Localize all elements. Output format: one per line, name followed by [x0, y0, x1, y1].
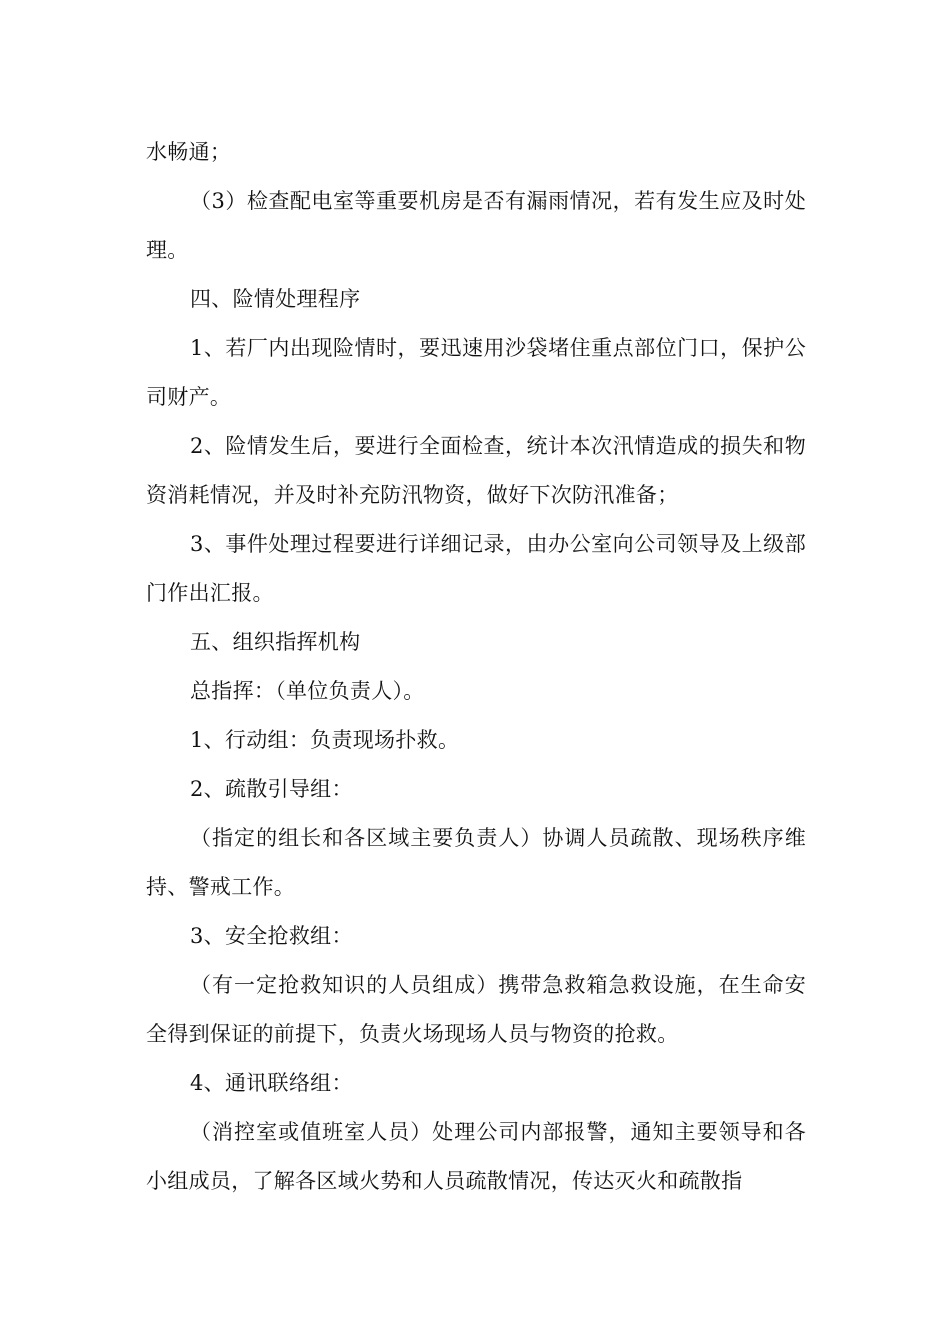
section-heading-4: 四、险情处理程序: [190, 287, 361, 311]
paragraph-item-3: （3）检查配电室等重要机房是否有漏雨情况，若有发生应及时处理。: [146, 189, 806, 262]
paragraph-commander: 总指挥：（单位负责人）。: [190, 679, 425, 703]
paragraph-evacuation-group: 2、疏散引导组：: [190, 777, 353, 801]
paragraph-rescue-duty: （有一定抢救知识的人员组成）携带急救箱急救设施，在生命安全得到保证的前提下，负责火场现场人员与物资的抢救。: [146, 973, 806, 1046]
paragraph-evacuation-duty: （指定的组长和各区域主要负责人）协调人员疏散、现场秩序维持、警戒工作。: [146, 826, 806, 899]
paragraph-step-2: 2、险情发生后，要进行全面检查，统计本次汛情造成的损失和物资消耗情况，并及时补充防汛物资，做好下次防汛准备；: [146, 434, 806, 507]
paragraph-action-group: 1、行动组：负责现场扑救。: [190, 728, 460, 752]
paragraph-step-1: 1、若厂内出现险情时，要迅速用沙袋堵住重点部位门口，保护公司财产。: [146, 336, 806, 409]
paragraph-continuation: 水畅通；: [146, 140, 232, 164]
section-heading-5: 五、组织指挥机构: [190, 630, 361, 654]
paragraph-communication-group: 4、通讯联络组：: [190, 1071, 353, 1095]
paragraph-communication-duty: （消控室或值班室人员）处理公司内部报警，通知主要领导和各小组成员，了解各区域火势和人员疏散情况，传达灭火和疏散指: [146, 1120, 806, 1193]
paragraph-step-3: 3、事件处理过程要进行详细记录，由办公室向公司领导及上级部门作出汇报。: [146, 532, 806, 605]
document-body: [146, 128, 806, 1206]
paragraph-rescue-group: 3、安全抢救组：: [190, 924, 353, 948]
